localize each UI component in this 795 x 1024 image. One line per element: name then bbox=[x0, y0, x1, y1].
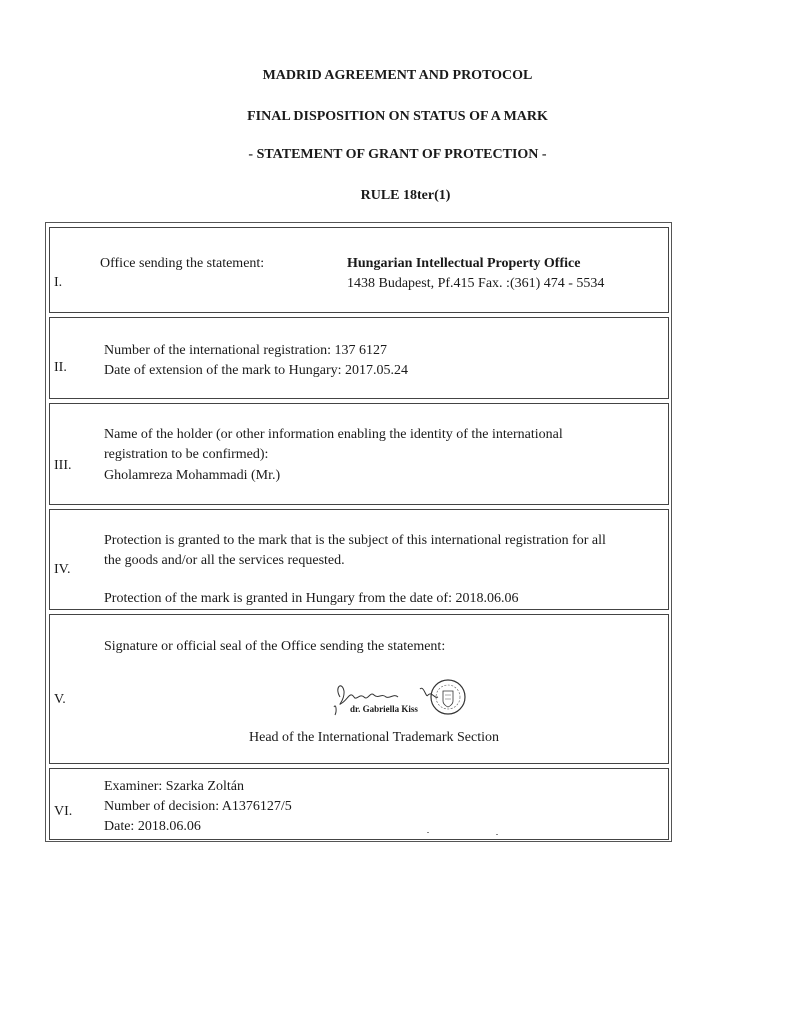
holder-label-line2: registration to be confirmed): bbox=[104, 447, 269, 462]
section-number: III. bbox=[54, 458, 72, 473]
section-office bbox=[49, 227, 669, 313]
office-address: 1438 Budapest, Pf.415 Fax. :(361) 474 - 5534 bbox=[347, 276, 605, 291]
section-signature bbox=[49, 614, 669, 764]
protection-text-line1: Protection is granted to the mark that is the subject of this international registration for all bbox=[104, 533, 606, 548]
section-number: IV. bbox=[54, 562, 71, 577]
scan-speck bbox=[496, 834, 498, 835]
section-holder bbox=[49, 403, 669, 505]
registration-number: Number of the international registration: 137 6127 bbox=[104, 343, 388, 358]
signer-name: dr. Gabriella Kiss bbox=[350, 704, 418, 714]
section-registration bbox=[49, 317, 669, 399]
section-number: V. bbox=[54, 692, 66, 707]
document-subtitle: FINAL DISPOSITION ON STATUS OF A MARK bbox=[247, 109, 548, 124]
holder-label-line1: Name of the holder (or other information enabling the identity of the international bbox=[104, 427, 563, 442]
signer-title: Head of the International Trademark Section bbox=[249, 730, 499, 745]
extension-date: Date of extension of the mark to Hungary: 2017.05.24 bbox=[104, 363, 409, 378]
scan-speck bbox=[427, 832, 429, 833]
section-decision bbox=[49, 768, 669, 840]
rule-heading: RULE 18ter(1) bbox=[360, 188, 451, 203]
protection-text-line2: the goods and/or all the services requested. bbox=[104, 553, 345, 568]
decision-date: Date: 2018.06.06 bbox=[104, 819, 201, 834]
office-name: Hungarian Intellectual Property Office bbox=[347, 256, 581, 271]
section-protection bbox=[49, 509, 669, 610]
decision-number: Number of decision: A1376127/5 bbox=[104, 799, 292, 814]
holder-name: Gholamreza Mohammadi (Mr.) bbox=[104, 468, 281, 483]
section-number: VI. bbox=[54, 804, 73, 819]
signature-label: Signature or official seal of the Office sending the statement: bbox=[104, 639, 446, 654]
statement-heading: - STATEMENT OF GRANT OF PROTECTION - bbox=[248, 147, 547, 162]
document-title: MADRID AGREEMENT AND PROTOCOL bbox=[262, 68, 533, 83]
signature-seal-image bbox=[328, 677, 468, 723]
examiner-name: Examiner: Szarka Zoltán bbox=[104, 779, 244, 794]
section-number: II. bbox=[54, 360, 67, 375]
office-label: Office sending the statement: bbox=[100, 256, 265, 271]
protection-date: Protection of the mark is granted in Hungary from the date of: 2018.06.06 bbox=[104, 591, 519, 606]
section-number: I. bbox=[54, 275, 63, 290]
